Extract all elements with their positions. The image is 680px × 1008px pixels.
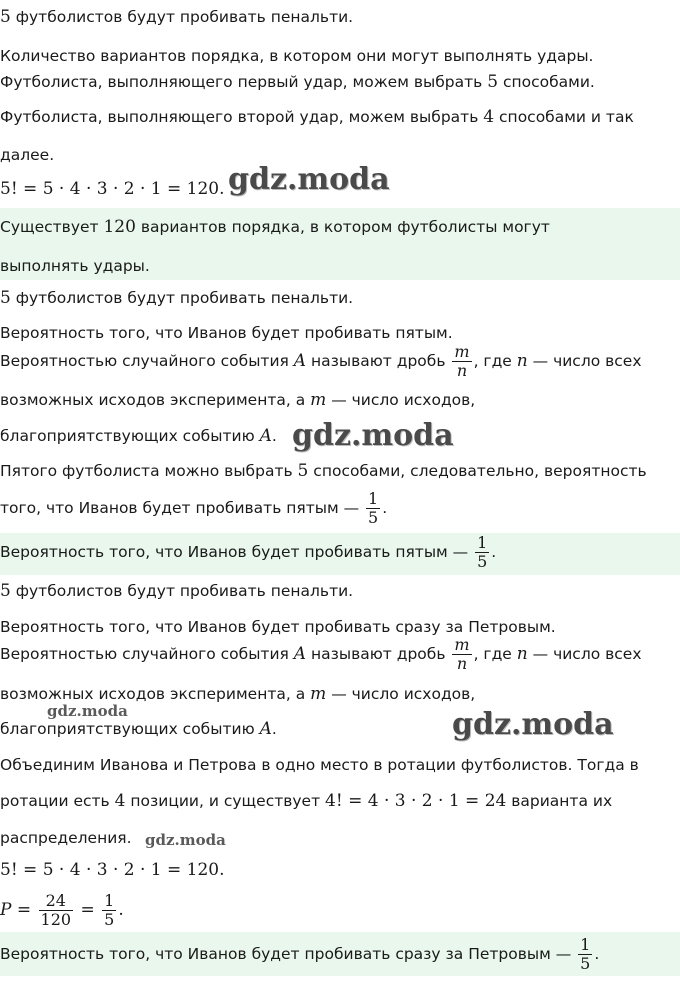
s1-answer-line-1 [0, 216, 550, 238]
s2-line-5 [0, 425, 277, 447]
s1-line-2 [0, 45, 594, 67]
fraction-one-fifth [366, 490, 380, 527]
fraction-numerator: 1 [580, 935, 591, 954]
text: — число всех [527, 645, 642, 663]
text: далее. [0, 146, 55, 164]
text: Количество вариантов порядка, в котором они могут выполнять удары. [0, 47, 594, 65]
watermark-logo: gdz.moda [452, 707, 614, 742]
text: Вероятность того, что Иванов будет пробивать пятым. [0, 324, 453, 342]
text: того, что Иванов будет пробивать пятым — [0, 499, 365, 517]
text: Вероятность того, что Иванов будет пробивать сразу за Петровым — [0, 945, 577, 963]
number: 4 [483, 107, 495, 127]
s3-line-7 [0, 790, 612, 812]
s2-line-7 [0, 488, 387, 528]
text: вариантов порядка, в котором футболисты могут [135, 218, 550, 236]
text: Объединим Иванова и Петрова в одно место в ротации футболистов. Тогда в [0, 756, 639, 774]
text: Футболиста, выполняющего первый удар, можем выбрать [0, 73, 488, 91]
text: . [491, 543, 497, 561]
fraction-numerator: 24 [45, 891, 66, 910]
text: возможных исходов эксперимента, а [0, 391, 311, 409]
s1-line-1 [0, 6, 353, 28]
text: Пятого футболиста можно выбрать [0, 462, 298, 480]
variable-m: m [310, 684, 327, 704]
text: футболистов будут пробивать пенальти. [10, 289, 354, 307]
text: . [382, 499, 388, 517]
text: футболистов будут пробивать пенальти. [10, 582, 354, 600]
factorial-equation: 5! = 5 · 4 · 3 · 2 · 1 = 120. [0, 860, 225, 880]
fraction-one-fifth [578, 936, 592, 973]
text: . [271, 427, 277, 445]
fraction-denominator: 5 [104, 910, 115, 929]
fraction-denominator: n [452, 361, 471, 380]
text: варианта их [506, 792, 613, 810]
number: 5 [0, 288, 11, 308]
variable-A: A [259, 719, 272, 739]
fraction-one-fifth [102, 892, 116, 929]
text: . [594, 945, 600, 963]
number: 4 [114, 791, 126, 811]
text: — число исходов, [326, 685, 476, 703]
variable-n: n [516, 644, 528, 664]
s3-equation-1 [0, 859, 225, 881]
s3-line-5 [0, 718, 277, 740]
text: Вероятностью случайного события [0, 645, 294, 663]
text: возможных исходов эксперимента, а [0, 685, 311, 703]
fraction-denominator: 5 [580, 954, 591, 973]
s2-line-4 [0, 389, 475, 411]
factorial-equation: 5! = 5 · 4 · 3 · 2 · 1 = 120. [0, 179, 225, 199]
text: выполнять удары. [0, 257, 150, 275]
number: 5 [487, 72, 499, 92]
text: — число всех [527, 352, 642, 370]
text: футболистов будут пробивать пенальти. [10, 8, 354, 26]
period: . [118, 900, 124, 920]
text: Существует [0, 218, 104, 236]
text: . [271, 720, 277, 738]
number: 5 [297, 461, 309, 481]
fraction-m-n [452, 636, 471, 673]
variable-A: A [293, 644, 307, 664]
s2-line-3 [0, 341, 642, 381]
text: , где [473, 352, 517, 370]
s3-line-3 [0, 634, 642, 674]
text: Футболиста, выполняющего второй удар, можем выбрать [0, 108, 484, 126]
text: благоприятствующих событию [0, 427, 260, 445]
variable-P: P [0, 900, 12, 920]
text: благоприятствующих событию [0, 720, 260, 738]
fraction-numerator: 1 [104, 891, 115, 910]
text: называют дробь [306, 645, 451, 663]
s3-answer [0, 932, 599, 976]
variable-A: A [293, 351, 307, 371]
variable-m: m [310, 390, 327, 410]
fraction-numerator: m [454, 342, 470, 361]
s2-line-6 [0, 460, 647, 482]
fraction-numerator: m [454, 635, 470, 654]
text: , где [473, 645, 517, 663]
text: называют дробь [306, 352, 451, 370]
watermark-logo: gdz.moda [228, 162, 390, 197]
fraction-numerator: 1 [368, 489, 379, 508]
number: 120 [103, 217, 136, 237]
fraction-numerator: 1 [477, 533, 488, 552]
text: распределения. [0, 829, 132, 847]
text: — число исходов, [326, 391, 476, 409]
watermark-logo: gdz.moda [47, 702, 128, 720]
s1-equation [0, 178, 225, 200]
factorial-equation: 4! = 4 · 3 · 2 · 1 = 24 [325, 791, 507, 811]
text: Вероятность того, что Иванов будет пробивать пятым — [0, 543, 474, 561]
fraction-denominator: 5 [368, 508, 379, 527]
text: способами, следовательно, вероятность [308, 462, 647, 480]
s1-line-5 [0, 144, 54, 166]
fraction-m-n [452, 343, 471, 380]
watermark-logo: gdz.moda [145, 831, 226, 849]
variable-A: A [259, 426, 272, 446]
s2-line-1 [0, 287, 353, 309]
text: Вероятность того, что Иванов будет пробивать сразу за Петровым. [0, 618, 556, 636]
text: способами и так [494, 108, 634, 126]
variable-n: n [516, 351, 528, 371]
s1-answer-line-2 [0, 255, 150, 277]
s3-line-8 [0, 827, 132, 849]
text: Вероятностью случайного события [0, 352, 294, 370]
fraction-one-fifth [475, 534, 489, 571]
number: 5 [0, 7, 11, 27]
s3-line-6 [0, 754, 639, 776]
fraction-denominator: 5 [477, 552, 488, 571]
number: 5 [0, 581, 11, 601]
s1-line-4 [0, 106, 634, 128]
text: способами. [498, 73, 595, 91]
fraction-denominator: 120 [40, 910, 72, 929]
s1-line-3 [0, 71, 595, 93]
s2-answer [0, 530, 496, 574]
text: ротации есть [0, 792, 115, 810]
s3-probability-equation: P = $\frac{24}{120}$ = $\frac{1}{5}$ . [0, 891, 124, 929]
text: позиции, и существует [125, 792, 326, 810]
fraction-24-120 [39, 892, 74, 929]
watermark-logo: gdz.moda [292, 418, 454, 453]
fraction-denominator: n [452, 654, 471, 673]
s3-line-1 [0, 580, 353, 602]
